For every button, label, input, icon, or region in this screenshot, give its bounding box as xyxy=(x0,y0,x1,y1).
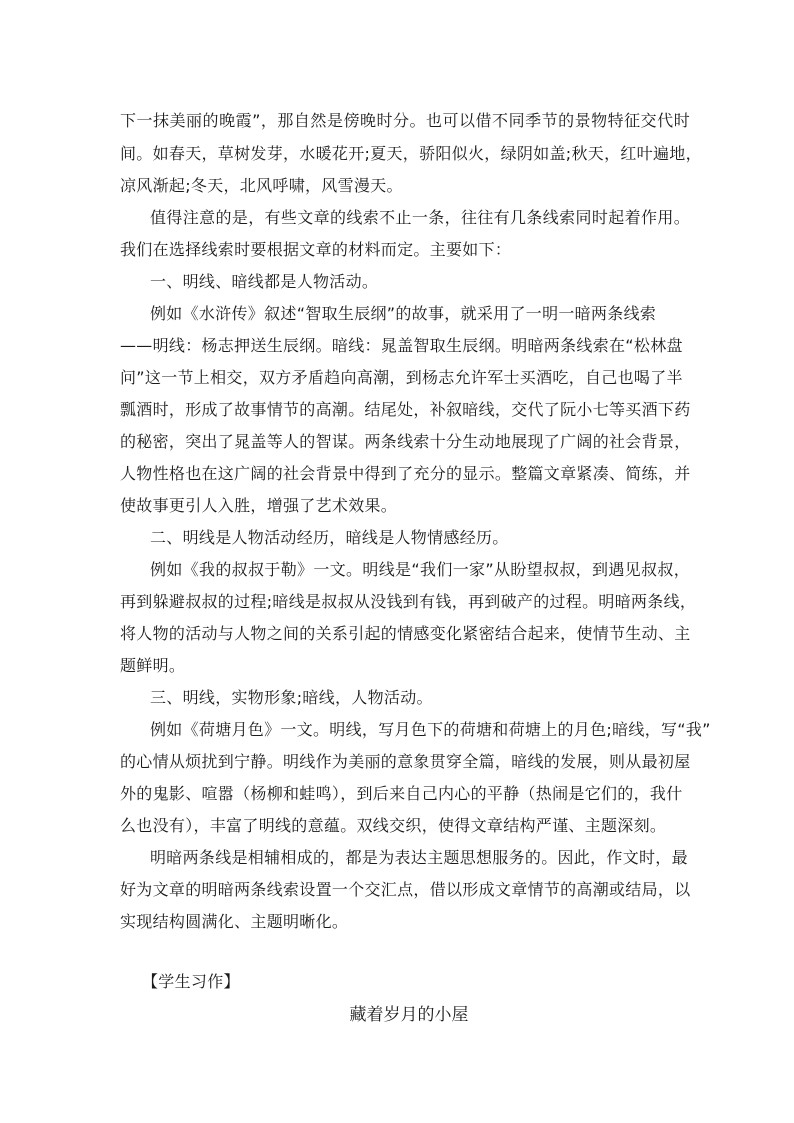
body-text-line: 再到躲避叔叔的过程;暗线是叔叔从没钱到有钱，再到破产的过程。明暗两条线， xyxy=(120,592,697,611)
body-text-line: 问”这一节上相交，双方矛盾趋向高潮，到杨志允许军士买酒吃，自己也喝了半 xyxy=(120,368,683,387)
body-text-line: 例如《水浒传》叙述“智取生辰纲”的故事，就采用了一明一暗两条线索 xyxy=(150,304,657,323)
body-text-line: 将人物的活动与人物之间的关系引起的情感变化紧密结合起来，使情节生动、主 xyxy=(120,624,691,643)
body-text-line: 实现结构圆满化、主题明晰化。 xyxy=(120,912,349,931)
body-text-line: 下一抹美丽的晚霞”，那自然是傍晚时分。也可以借不同季节的景物特征交代时 xyxy=(120,111,690,130)
body-text-line: 人物性格也在这广阔的社会背景中得到了充分的显示。整篇文章紧凑、简练，并 xyxy=(120,464,691,483)
body-text-line: 间。如春天，草树发芽，水暖花开;夏天，骄阳似火，绿阴如盖;秋天，红叶遍地， xyxy=(120,144,702,163)
body-text-line: 么也没有），丰富了明线的意蕴。双线交织，使得文章结构严谨、主题深刻。 xyxy=(120,816,667,835)
body-text-line: 明暗两条线是相辅相成的，都是为表达主题思想服务的。因此，作文时，最 xyxy=(150,848,688,867)
section-heading: 二、明线是人物活动经历，暗线是人物情感经历。 xyxy=(150,528,509,547)
section-label: 【学生习作】 xyxy=(142,972,240,991)
body-text-line: 瓢酒时，形成了故事情节的高潮。结尾处，补叙暗线，交代了阮小七等买酒下药 xyxy=(120,400,691,419)
body-text-line: 我们在选择线索时要根据文章的材料而定。主要如下： xyxy=(120,240,512,259)
body-text-line: 例如《我的叔叔于勒》一文。明线是“我们一家”从盼望叔叔，到遇见叔叔， xyxy=(150,560,690,579)
body-text-line: 使故事更引人入胜，增强了艺术效果。 xyxy=(120,496,398,515)
body-text-line: 题鲜明。 xyxy=(120,656,186,675)
body-text-line: 的心情从烦扰到宁静。明线作为美丽的意象贯穿全篇，暗线的发展，则从最初屋 xyxy=(120,752,691,771)
essay-title: 藏着岁月的小屋 xyxy=(349,1005,469,1025)
body-text-line: 凉风渐起;冬天，北风呼啸，风雪漫天。 xyxy=(120,176,403,195)
body-text-line: 好为文章的明暗两条线索设置一个交汇点，借以形成文章情节的高潮或结局，以 xyxy=(120,880,691,899)
body-text-line: 例如《荷塘月色》一文。明线，写月色下的荷塘和荷塘上的月色;暗线，写“我” xyxy=(150,720,711,739)
body-text-line: ——明线：杨志押送生辰纲。暗线：晁盖智取生辰纲。明暗两条线索在“松林盘 xyxy=(120,336,683,355)
section-heading: 三、明线，实物形象;暗线，人物活动。 xyxy=(150,688,433,707)
section-heading: 一、明线、暗线都是人物活动。 xyxy=(150,272,379,291)
body-text-line: 的秘密，突出了晁盖等人的智谋。两条线索十分生动地展现了广阔的社会背景， xyxy=(120,432,691,451)
body-text-line: 外的鬼影、喧嚣（杨柳和蛙鸣），到后来自己内心的平静（热闹是它们的，我什 xyxy=(120,784,683,803)
body-text-line: 值得注意的是，有些文章的线索不止一条，往往有几条线索同时起着作用。 xyxy=(150,208,690,227)
